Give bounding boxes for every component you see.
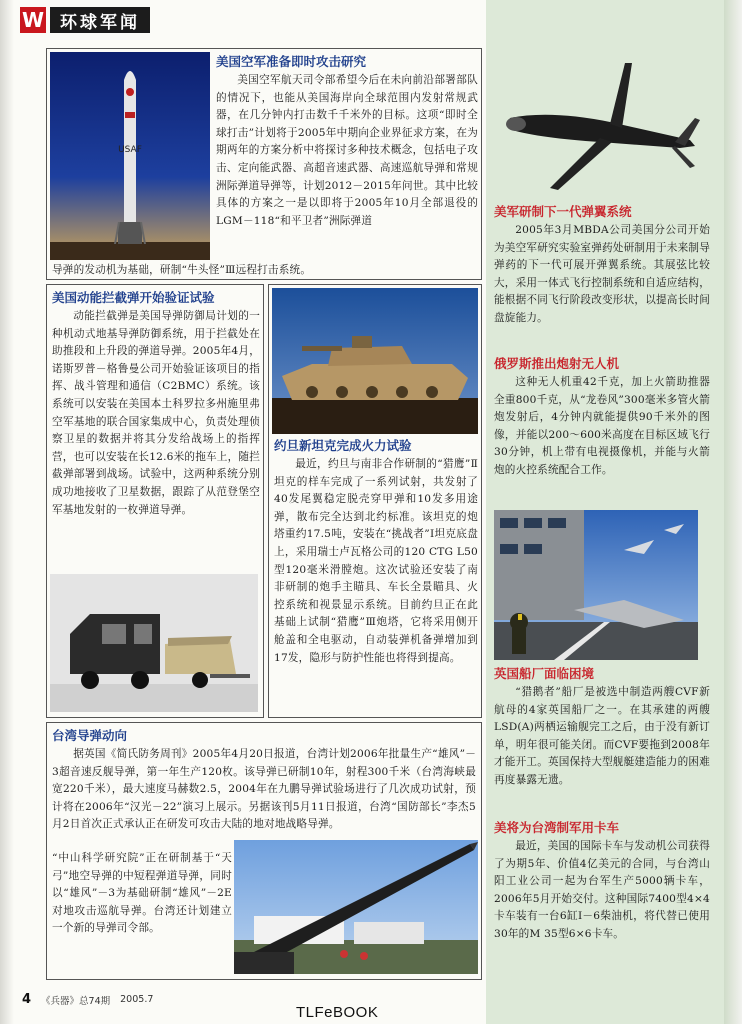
usaf-text-side: 美国空军航天司令部希望今后在未向前沿部署部队的情况下，也能从美国海岸向全球范围内发射常规武器，在几分钟内打击数千千米外的目标。这项“即时全球打击”计划将于2005年中期向企业界征求方案，在为期两年的方案分析中将探讨多种技术概念，包括电子攻击、定向能武器、高超音速武器、高速巡航导弹和常规洲际弹道导弹等，计划2012－2015年问世。其中比较具体的方案之一是以即将于2005年10月全部退役的LGM－118“和平卫者”洲际弹道 <box>216 74 478 227</box>
interceptor-title: 美国动能拦截弹开始验证试验 <box>52 290 215 305</box>
rocket-usaf-text: USAF <box>118 145 142 155</box>
page-edge <box>724 0 742 1024</box>
issue-date: 2005.7 <box>120 994 154 1005</box>
missile-drawing <box>234 840 478 974</box>
taiwan-text-full: 据英国《简氏防务周刊》2005年4月20日报道，台湾计划2006年批量生产“雄风”－3超音速反舰导弹，第一年生产120枚。该导弹已研制10年，射程300千米（台湾海峡最宽220千米），最大速度马赫数2.5，2004年在九鹏导弹试验场进行了几次成功试射，预计将在2006年“汉光－22”演习上展示。另据该刊5月11日报道，台湾“国防部长”李杰5月2日首次正式承认正在研发可攻击大陆的地对地战略导弹。 <box>52 748 476 831</box>
wing-munition-drawing <box>490 48 712 198</box>
watermark: TLFeBOOK <box>296 1004 379 1021</box>
taiwan-text-side: “中山科学研究院”正在研制基于“天弓”地空导弹的中短程弹道导弹，同时以“雄风”－3为基础研制“雄风”－2E对地攻击巡航导弹。台湾还计划建立一个新的导弹司令部。 <box>52 852 232 935</box>
magazine-issue: 《兵器》总74期 <box>41 995 111 1007</box>
truck-title: 美将为台湾制军用卡车 <box>494 820 620 835</box>
uk-shipyard-title: 英国船厂面临困境 <box>494 666 595 681</box>
truck-text: 最近，美国的国际卡车与发动机公司获得了为期5年、价值4亿美元的合同，与台湾山阳工业公司一起为台军生产5000辆卡车，2006年5月开始交付。这种国际7400型4×4卡车装有一台6缸I－6柴油机，将代替已使用30年的M 35型6×6卡车。 <box>494 840 710 940</box>
usaf-text-full: 导弹的发动机为基础，研制“牛头怪”Ⅲ远程打击系统。 <box>52 264 312 276</box>
wing-munition-photo <box>490 48 712 198</box>
tank-drawing <box>272 288 478 434</box>
header-badge: W <box>21 8 45 32</box>
tank-photo <box>272 288 478 434</box>
carrier-drawing <box>494 510 698 660</box>
page-number: 4 <box>22 992 32 1007</box>
trailer-drawing <box>50 574 258 712</box>
taiwan-title: 台湾导弹动向 <box>52 728 128 743</box>
missile-launch-photo <box>234 840 478 974</box>
uk-shipyard-text: “猎鹅者”船厂是被选中制造两艘CVF新航母的4家英国船厂之一。在其承建的两艘LSD(A)两栖运输舰完工之后，由于没有新订单，明年很可能关闭。而CVF要拖到2008年才能开工。英国保持大型舰艇建造能力的困难再度暴露无遗。 <box>494 686 710 786</box>
section-header <box>20 6 150 34</box>
mbda-text: 2005年3月MBDA公司美国分公司开始为美空军研究实验室弹药处研制用于未来制导弹药的下一代可展开弹翼系统。其展弦比较大，采用一体式飞行控制系统和自适应结构，能根据不同飞行阶段改变形状，以提高长时间盘旋能力。 <box>494 224 710 324</box>
spine-shadow <box>0 0 14 1024</box>
jordan-text: 最近，约旦与南非合作研制的“猎鹰”Ⅱ坦克的样车完成了一系列试射，共发射了40发尾翼稳定脱壳穿甲弹和10发多用途弹，散布完全达到北约标准。该坦克的炮塔重约17.5吨，安装在“挑战者”Ⅰ坦克底盘上，采用瑞士卢瓦格公司的120 CTG L50型120毫米滑膛炮。这次试验还安装了南非研制的炮手主瞄具、车长全景瞄具、火控系统和视景显示系统。目前约旦正在此基础上试制“猎鹰”Ⅲ炮塔，它将采用侧开舱盖和全电驱动，自动装弹机备弹增加到17发，隐形与防护性能也将得到提高。 <box>274 458 478 664</box>
usaf-title: 美国空军准备即时攻击研究 <box>216 54 367 69</box>
jordan-title: 约旦新坦克完成火力试验 <box>274 438 412 453</box>
mbda-title: 美军研制下一代弹翼系统 <box>494 204 632 219</box>
russia-uav-title: 俄罗斯推出炮射无人机 <box>494 356 620 371</box>
russia-uav-text: 这种无人机重42千克，加上火箭助推器全重800千克，从“龙卷风”300毫米多管火箭炮发射后，4分钟内就能提供90千米外的图像，并能以200～600米高度在目标区域飞行30分钟，机上带有电视摄像机，并能与火箭炮的火控系统配合工作。 <box>494 376 710 476</box>
command-trailer-photo <box>50 574 258 712</box>
interceptor-text: 动能拦截弹是美国导弹防御局计划的一种机动式地基导弹防御系统，用于拦截处在助推段和上升段的弹道导弹。2005年4月，诺斯罗普－格鲁曼公司开始验证该项目的指挥、战斗管理和通信（C2BMC）系统。该系统可以安装在美国本土科罗拉多州施里弗空军基地的联合国家集成中心，负责处理侦察卫星的数据并将其分发给战场上的指挥营，也可以安装在长12.6米的拖车上，随拦截弹部署到战场。试验中，这两种系统分别成功地接收了卫星数据，跟踪了从范登堡空军基地发射的一枚弹道导弹。 <box>52 310 260 516</box>
header-title: 环球军闻 <box>50 7 150 33</box>
page-footer <box>22 992 153 1007</box>
rocket-launch-photo <box>50 52 210 260</box>
rocket-drawing <box>50 52 210 260</box>
aircraft-carrier-photo <box>494 510 698 660</box>
